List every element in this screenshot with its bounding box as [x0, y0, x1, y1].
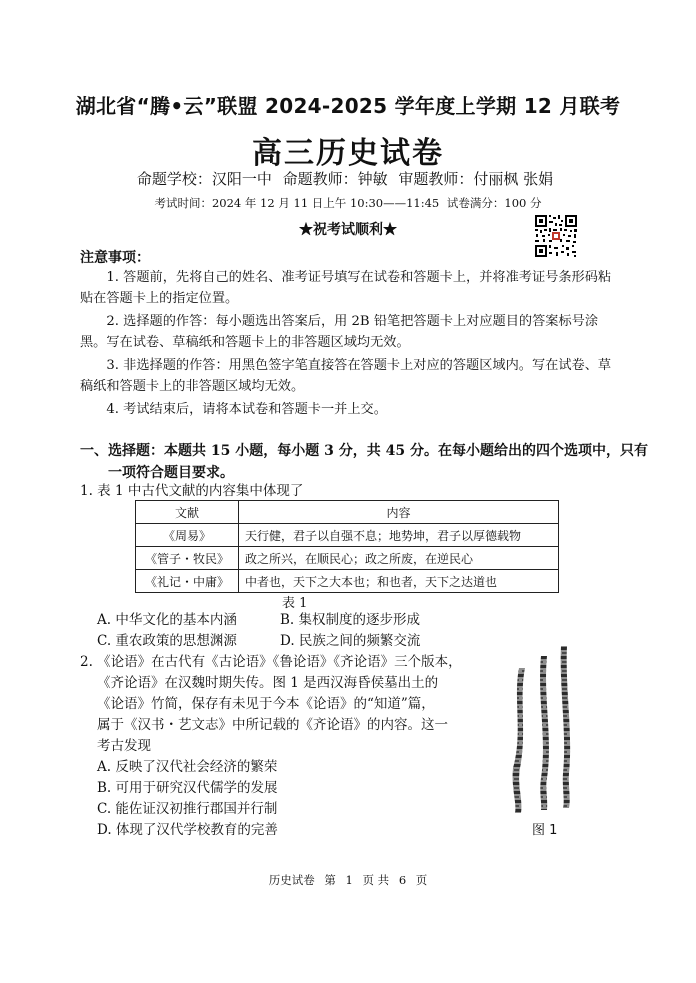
- question-1-stem: 1. 表 1 中古代文献的内容集中体现了: [80, 483, 304, 499]
- question-2-stem-line: 属于《汉书・艺文志》中所记载的《齐论语》的内容。这一: [97, 717, 448, 733]
- question-2-stem-line: 考古发现: [97, 738, 151, 754]
- figure-caption: 图 1: [532, 823, 558, 838]
- bamboo-slip: [561, 646, 570, 808]
- option-a: A. 中华文化的基本内涵: [97, 612, 237, 628]
- table-cell: 天行健，君子以自强不息；地势坤，君子以厚德载物: [239, 524, 559, 547]
- footer-page-suffix: 页: [415, 873, 428, 887]
- table-header: 内容: [239, 501, 559, 524]
- setter-info: [0, 168, 696, 189]
- exam-time: 考试时间：2024 年 12 月 11 日上午 10:30——11:45: [154, 196, 440, 210]
- table-cell: 《周易》: [136, 524, 239, 547]
- table-row: [136, 570, 559, 593]
- footer-page-total: 6: [398, 873, 407, 887]
- exam-title: 湖北省“腾•云”联盟 2024-2025 学年度上学期 12 月联考: [75, 94, 621, 118]
- bamboo-slips-image: [505, 638, 585, 818]
- bamboo-slip: [540, 656, 549, 810]
- bamboo-slip: [513, 668, 525, 813]
- option-b: B. 可用于研究汉代儒学的发展: [97, 780, 278, 796]
- page-footer: [0, 872, 696, 888]
- table-caption: 表 1: [282, 596, 308, 611]
- table-row: [136, 547, 559, 570]
- table-cell: 《礼记・中庸》: [136, 570, 239, 593]
- footer-subject: 历史试卷: [268, 873, 315, 887]
- footer-page-mid: 页 共: [362, 873, 390, 887]
- table-cell: 《管子・牧民》: [136, 547, 239, 570]
- question-2-stem-line: 《齐论语》在汉魏时期失传。图 1 是西汉海昏侯墓出土的: [97, 675, 439, 691]
- question-2-stem-line: 《论语》竹简，保存有未见于今本《论语》的“知道”篇，: [97, 696, 435, 712]
- note-item: 2. 选择题的作答：每小题选出答案后，用 2B 铅笔把答题卡上对应题目的答案标号涂黑。写在试卷、草稿纸和答题卡上的非答题区域均无效。: [80, 314, 599, 350]
- good-luck-banner: ★祝考试顺利★: [299, 222, 397, 238]
- option-a: A. 反映了汉代社会经济的繁荣: [97, 759, 278, 775]
- question-2-stem-line: 2. 《论语》在古代有《古论语》《鲁论语》《齐论语》三个版本，: [80, 654, 462, 670]
- full-score: 试卷满分：100 分: [446, 196, 542, 210]
- notes-heading: 注意事项：: [80, 250, 150, 266]
- table-header-row: [136, 501, 559, 524]
- note-item: 1. 答题前，先将自己的姓名、准考证号填写在试卷和答题卡上，并将准考证号条形码粘贴在答题卡上的指定位置。: [80, 270, 612, 306]
- footer-page-prefix: 第: [324, 873, 336, 887]
- section-heading: 一、选择题：本题共 15 小题，每小题 3 分，共 45 分。在每小题给出的四个选项中，只有一项符合题目要求。: [80, 443, 648, 481]
- qr-code-icon: [534, 214, 578, 258]
- reviewing-teachers: 审题教师：付丽枫 张娟: [398, 170, 554, 188]
- setting-teacher: 命题教师：钟敏: [282, 170, 388, 188]
- table-cell: 中者也，天下之大本也；和也者，天下之达道也: [239, 570, 559, 593]
- note-item: 3. 非选择题的作答：用黑色签字笔直接答在答题卡上对应的答题区域内。写在试卷、草稿纸和答题卡上的非答题区域均无效。: [80, 358, 612, 394]
- setting-school: 命题学校：汉阳一中: [136, 170, 272, 188]
- option-d: D. 体现了汉代学校教育的完善: [97, 822, 278, 838]
- subject-title: 高三历史试卷: [252, 136, 444, 171]
- exam-info: [0, 195, 696, 211]
- table-header: 文献: [136, 501, 239, 524]
- question-1-table: [135, 500, 559, 593]
- table-row: [136, 524, 559, 547]
- note-item: 4. 考试结束后，请将本试卷和答题卡一并上交。: [106, 402, 387, 417]
- option-d: D. 民族之间的频繁交流: [280, 633, 421, 649]
- option-c: C. 能佐证汉初推行郡国并行制: [97, 801, 278, 817]
- table-cell: 政之所兴，在顺民心；政之所废，在逆民心: [239, 547, 559, 570]
- option-c: C. 重农政策的思想渊源: [97, 633, 237, 649]
- option-b: B. 集权制度的逐步形成: [280, 612, 421, 628]
- footer-page-number: 1: [345, 873, 353, 887]
